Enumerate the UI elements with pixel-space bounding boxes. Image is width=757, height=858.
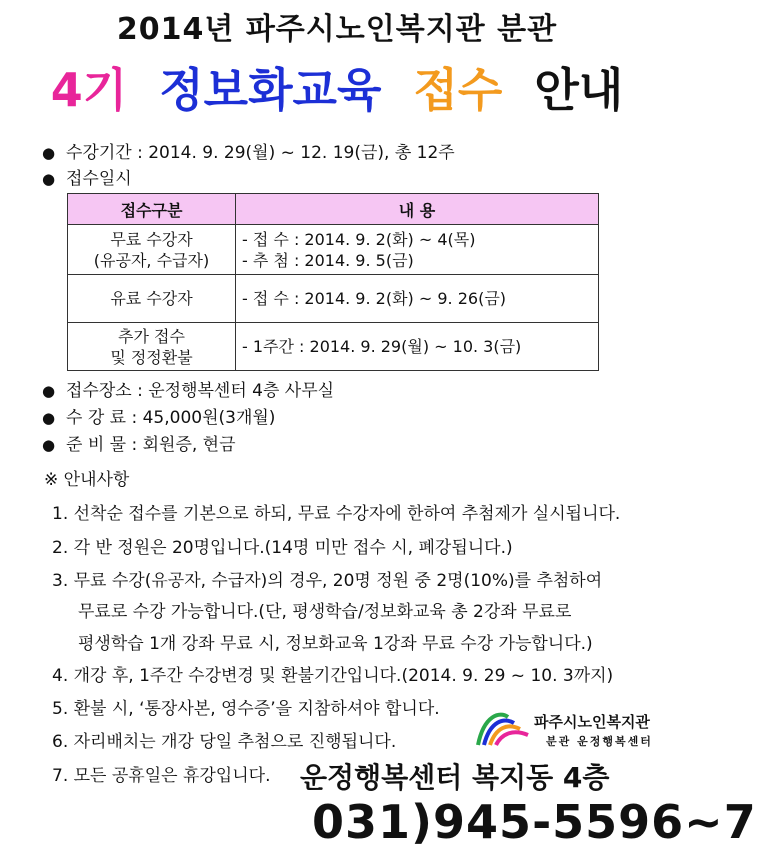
schedule-label: 접수일시 [66, 169, 132, 189]
place-line [42, 376, 334, 401]
bullet-icon: ● [42, 144, 56, 162]
cell-text: (유공자, 수급자) [93, 250, 210, 270]
cell-text: - 접 수 : 2014. 9. 2(화) ~ 4(목) [242, 229, 476, 249]
table-cell-category [68, 225, 236, 275]
fee-line [42, 403, 275, 428]
period-text: 수강기간 : 2014. 9. 29(월) ~ 12. 19(금), 총 12주 [66, 143, 455, 163]
cell-text: 및 정정환불 [110, 347, 193, 367]
page-subtitle [0, 54, 674, 120]
cell-text: - 1주간 : 2014. 9. 29(월) ~ 10. 3(금) [242, 337, 522, 356]
reception-table [67, 193, 599, 371]
subtitle-guide: 안내 [534, 63, 624, 117]
notice-item: 3. 무료 수강(유공자, 수급자)의 경우, 20명 정원 중 2명(10%)를 추첨하여 [52, 571, 603, 591]
table-cell-content [236, 275, 599, 323]
cell-text: 유료 수강자 [110, 289, 193, 308]
table-row [68, 275, 599, 323]
prep-text: 준 비 물 : 회원증, 현금 [66, 435, 236, 455]
period-line [42, 138, 455, 163]
place-text: 접수장소 : 운정행복센터 4층 사무실 [66, 381, 335, 401]
notice-item: 5. 환불 시, ‘통장사본, 영수증’을 지참하셔야 합니다. [52, 699, 440, 719]
notice-item: 7. 모든 공휴일은 휴강입니다. [52, 766, 271, 786]
cell-text: 무료 수강자 [110, 229, 193, 249]
subtitle-term: 4기 [50, 63, 128, 117]
table-row [68, 323, 599, 371]
subtitle-course: 정보화교육 [159, 63, 382, 117]
welfare-center-logo [474, 705, 654, 757]
schedule-line [42, 164, 132, 189]
notice-item: 4. 개강 후, 1주간 수강변경 및 환불기간입니다.(2014. 9. 29 ~ 10. 3까지) [52, 666, 614, 686]
bullet-icon: ● [42, 436, 56, 454]
notice-item: 1. 선착순 접수를 기본으로 하되, 무료 수강자에 한하여 추첨제가 실시됩니다. [52, 504, 621, 524]
notice-item: 평생학습 1개 강좌 무료 시, 정보화교육 1강좌 무료 수강 가능합니다.) [78, 634, 593, 654]
table-cell-category [68, 323, 236, 371]
table-cell-category [68, 275, 236, 323]
table-row [68, 225, 599, 275]
bullet-icon: ● [42, 409, 56, 427]
page-title: 2014년 파주시노인복지관 분관 [116, 12, 558, 47]
cell-text: 추가 접수 [118, 326, 185, 346]
fee-text: 수 강 료 : 45,000원(3개월) [66, 408, 276, 428]
notice-item: 무료로 수강 가능합니다.(단, 평생학습/정보화교육 총 2강좌 무료로 [78, 602, 572, 622]
notice-title: ※ 안내사항 [44, 470, 130, 490]
footer-phone: 031)945-5596~7 [312, 795, 757, 849]
cell-text: - 접 수 : 2014. 9. 2(화) ~ 9. 26(금) [242, 289, 507, 308]
table-header-category: 접수구분 [68, 194, 236, 225]
cell-text: - 추 첨 : 2014. 9. 5(금) [242, 250, 414, 270]
logo-sub: 분관 운정행복센터 [546, 735, 653, 748]
table-cell-content [236, 225, 599, 275]
logo-name: 파주시노인복지관 [534, 713, 650, 731]
notice-item: 6. 자리배치는 개강 당일 추첨으로 진행됩니다. [52, 732, 397, 752]
table-header-content: 내 용 [236, 194, 599, 225]
footer-location: 운정행복센터 복지동 4층 [300, 761, 610, 794]
rainbow-logo-icon [474, 707, 534, 753]
table-cell-content [236, 323, 599, 371]
bullet-icon: ● [42, 170, 56, 188]
notice-item: 2. 각 반 정원은 20명입니다.(14명 미만 접수 시, 폐강됩니다.) [52, 538, 513, 558]
bullet-icon: ● [42, 382, 56, 400]
prep-line [42, 430, 236, 455]
table-header-row [68, 194, 599, 225]
subtitle-reception: 접수 [413, 63, 503, 117]
